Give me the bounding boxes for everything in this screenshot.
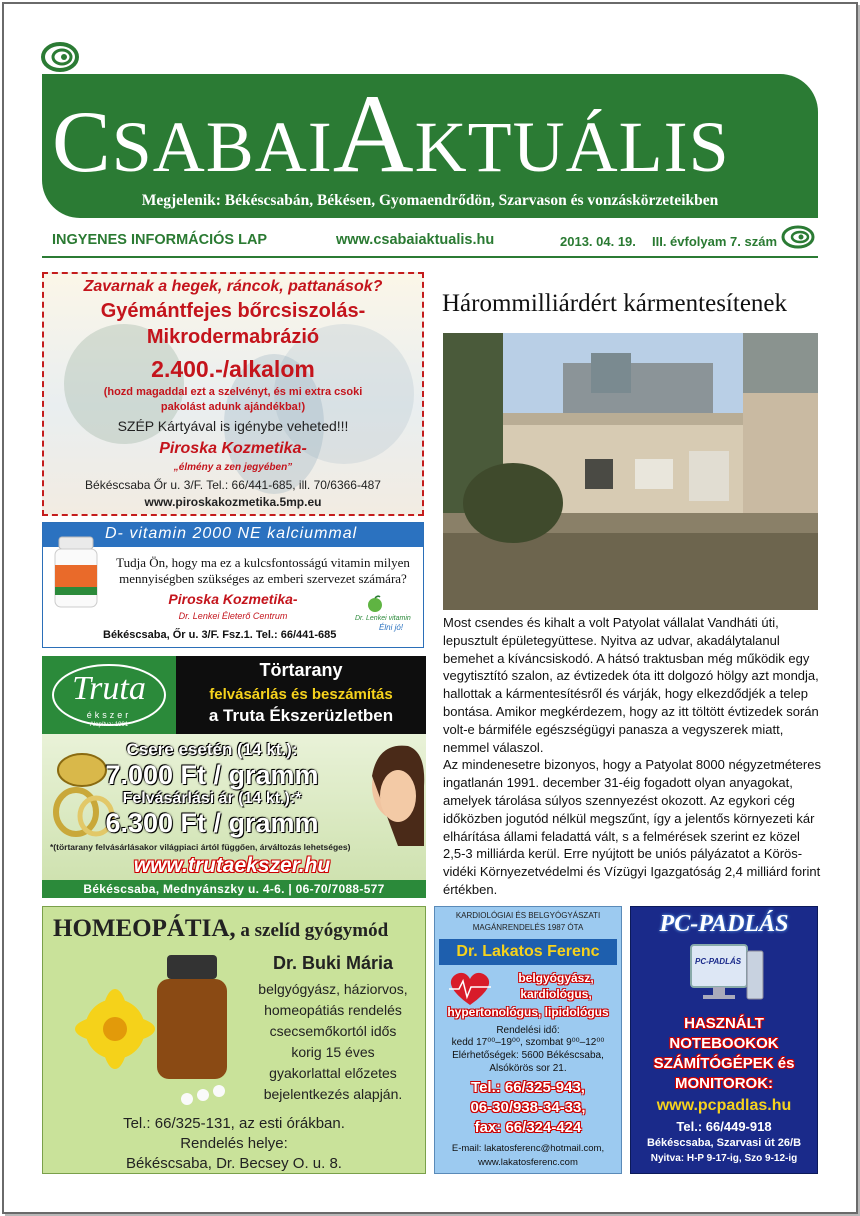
pc-tel: Tel.: 66/449-918 <box>676 1119 772 1134</box>
lakatos-email[interactable]: E-mail: lakatosferenc@hotmail.com, <box>451 1143 605 1154</box>
lakatos-spec1: belgyógyász, <box>518 971 594 985</box>
homeo-desc-2: homeopátiás rendelés <box>264 1002 402 1018</box>
truta-price1: 7.000 Ft / gramm <box>105 760 319 790</box>
article-paragraph-1: Most csendes és kihalt a volt Patyolat vállalat Vandháti úti, lepusztult épületegyüttese. Nyitva az udvar, akadálytalanul bemehet a kíváncsiskodó. A hátsó traktusban még működik egy vegytisztító szalon, az évtizedek óta itt dolgozó hölgy azt mondja, hallottak a kármentesítésről és várják, hogy elkezdődjék a telep bontása. Amikor megkérdezem, hogy az itt töltött évtizedek során volt-e bármiféle egészségügyi panasza a vegyszerek miatt, nemmel válaszol. <box>443 615 819 755</box>
newspaper-title <box>52 72 730 196</box>
ad-lakatos-ferenc[interactable] <box>434 906 622 1174</box>
vitamin-header: D- vitamin 2000 NE kalciummal <box>105 525 358 542</box>
vitamin-text1: Tudja Ön, hogy ma ez a kulcsfontosságú vitamin milyen <box>116 555 410 570</box>
homeo-description <box>243 979 423 1105</box>
title-initial-a: A <box>332 72 415 196</box>
title-rest-ktualis: KTUÁLIS <box>414 107 730 187</box>
pc-address: Békéscsaba, Szarvasi út 26/B <box>646 1137 802 1149</box>
lakatos-spec3: hypertonológus, lipidológus <box>447 1005 609 1019</box>
truta-logo: Truta <box>72 670 146 707</box>
truta-footnote: *(törtarany felvásárlásakor világpiaci ártól függően, árváltozás lehetséges) <box>50 842 351 852</box>
ad-piroska-kozmetika[interactable] <box>42 272 424 516</box>
truta-web[interactable]: www.trutaekszer.hu <box>133 854 331 877</box>
heart-icon <box>445 969 495 1009</box>
truta-head1: Törtarany <box>259 660 343 680</box>
ad-brand: Piroska Kozmetika- <box>159 440 307 457</box>
masthead-subline: Megjelenik: Békéscsabán, Békésen, Gyomaendrődön, Szarvason és vonzáskörzeteikben <box>141 192 719 209</box>
lakatos-head2: MAGÁNRENDELÉS 1987 ÓTA <box>472 923 584 932</box>
ad-address: Békéscsaba Őr u. 3/F. Tel.: 66/441-685, ill. 70/6366-487 <box>85 478 381 492</box>
ad-price: 2.400.-/alkalom <box>151 356 315 382</box>
vitamin-logo-line2: Élni jó! <box>379 623 404 632</box>
ad-pc-padlas[interactable] <box>630 906 818 1174</box>
ad-homeopatia[interactable] <box>42 906 426 1174</box>
homeo-phone: Tel.: 66/325-131, az esti órákban. <box>123 1115 345 1132</box>
article-photo <box>443 333 818 610</box>
building-photo-icon <box>443 333 818 610</box>
pc-line4: MONITOROK: <box>674 1075 774 1092</box>
ad-service-line1: Gyémántfejes bőrcsiszolás- <box>100 300 366 322</box>
truta-head2: felvásárlás és beszámítás <box>209 686 393 703</box>
pc-line2: NOTEBOOKOK <box>669 1035 779 1052</box>
vitamin-text2: mennyiségben szükséges az emberi szervezet számára? <box>119 571 407 586</box>
lakatos-head1: KARDIOLÓGIAI ÉS BELGYÓGYÁSZATI <box>455 911 601 920</box>
title-rest-sabai: SABAI <box>111 107 333 187</box>
truta-price2: 6.300 Ft / gramm <box>105 808 319 838</box>
article-paragraph-2: Az mindenesetre bizonyos, hogy a Patyolat 8000 négyzetméteres ingatlanán 1991. december 31-éig fogadott olyan anyagokat, amelyek tárolása súlyos szennyezést okozott. Az egykori cég időközben jogutód nélkül megszűnt, így a jelentős környezeti kár elhárítása állami feladattá vált, s a felmérések szerint ez közel 2,5-3 milliárda kerül. Erre nyújtott be uniós pályázatot a Körös-vidéki Környezetvédelmi és Vízügyi Igazgatóság 2,4 milliárd forint értékben. <box>443 757 821 897</box>
vitamin-address: Békéscsaba, Őr u. 3/F. Fsz.1. Tel.: 66/441-685 <box>103 629 337 641</box>
homeo-desc-6: bejelentkezés alapján. <box>263 1086 403 1102</box>
title-initial-c: C <box>52 94 112 191</box>
truta-logo-est: Alapítva: 1991 <box>89 722 129 728</box>
woman-portrait-icon <box>358 736 426 846</box>
lakatos-spec2: kardiológus, <box>520 987 592 1001</box>
homeo-title: HOMEOPÁTIA, <box>53 915 236 942</box>
ad-note1: (hozd magaddal ezt a szelvényt, és mi extra csoki <box>103 386 363 398</box>
computer-monitor-icon <box>687 941 767 1003</box>
homeo-doctor-name: Dr. Buki Mária <box>272 953 394 973</box>
vitamin-bottle-icon <box>49 535 103 609</box>
vitamin-logo-line1: Dr. Lenkei vitamin <box>355 615 411 622</box>
ad-headline: Zavarnak a hegek, ráncok, pattanások? <box>83 278 383 295</box>
vitamin-center: Dr. Lenkei Életerő Centrum <box>178 611 288 621</box>
header-rule <box>42 256 818 258</box>
lakatos-hours-label: Rendelési idő: <box>496 1025 560 1036</box>
homeo-desc-5: gyakorlattal előzetes <box>269 1065 397 1081</box>
lakatos-hours: kedd 17⁰⁰–19⁰⁰, szombat 9⁰⁰–12⁰⁰ <box>451 1037 605 1048</box>
pc-screen-label: PC-PADLÁS <box>695 957 742 966</box>
apple-logo-icon <box>365 595 385 613</box>
truta-line2: Felvásárlási ár (14 kt.):* <box>122 790 302 807</box>
vitamin-brand: Piroska Kozmetika- <box>168 591 298 607</box>
lakatos-tel: Tel.: 66/325-943, <box>471 1079 585 1096</box>
pc-title: PC-PADLÁS <box>659 911 789 937</box>
ad-service-line2: Mikrodermabrázió <box>146 326 320 348</box>
medicine-bottle-flower-icon <box>53 949 253 1109</box>
swirl-logo-icon <box>40 40 80 74</box>
ad-web[interactable]: www.piroskakozmetika.5mp.eu <box>144 495 322 509</box>
lakatos-contact: Elérhetőségek: 5600 Békéscsaba, <box>452 1050 604 1061</box>
homeo-place: Békéscsaba, Dr. Becsey O. u. 8. <box>126 1155 342 1172</box>
issue-number: III. évfolyam 7. szám <box>652 234 778 249</box>
lakatos-street: Alsókörös sor 21. <box>489 1063 567 1074</box>
homeo-desc-3: csecsemőkortól idős <box>269 1023 397 1039</box>
homeo-place-label: Rendelés helye: <box>180 1135 288 1152</box>
truta-line1: Csere esetén (14 kt.): <box>126 740 298 759</box>
homeo-title-rest: a szelíd gyógymód <box>235 920 389 941</box>
ad-truta-ekszer[interactable] <box>42 656 426 898</box>
issue-date: 2013. 04. 19. <box>560 234 636 249</box>
truta-head3: a Truta Ékszerüzletben <box>208 706 394 725</box>
homeo-title-row <box>53 915 388 943</box>
pc-line3: SZÁMÍTÓGÉPEK és <box>653 1055 795 1072</box>
website-link[interactable]: www.csabaiaktualis.hu <box>336 232 495 248</box>
truta-footer: Békéscsaba, Mednyánszky u. 4-6. | 06-70/7088-577 <box>83 882 385 896</box>
homeo-desc-1: belgyógyász, háziorvos, <box>258 981 408 997</box>
masthead <box>42 74 818 218</box>
article-title: Hárommilliárdért kármentesítenek <box>442 290 788 317</box>
swirl-small-icon <box>780 224 816 250</box>
lakatos-name: Dr. Lakatos Ferenc <box>456 943 600 960</box>
homeo-desc-4: korig 15 éves <box>291 1044 375 1060</box>
article-body <box>443 614 823 899</box>
lakatos-mobile: 06-30/938-34-33, <box>470 1099 586 1116</box>
pc-hours: Nyitva: H-P 9-17-ig, Szo 9-12-ig <box>650 1153 798 1164</box>
ad-slogan: „élmény a zen jegyében” <box>173 462 293 473</box>
lakatos-web[interactable]: www.lakatosferenc.com <box>478 1157 578 1168</box>
tagline: INGYENES INFORMÁCIÓS LAP <box>52 232 268 248</box>
ad-note2: pakolást adunk ajándékba!) <box>160 401 306 413</box>
lakatos-fax: fax: 66/324-424 <box>474 1119 582 1136</box>
ad-d-vitamin[interactable] <box>42 522 424 648</box>
truta-logo-sub: ékszer <box>86 710 132 720</box>
ad-szep-card: SZÉP Kártyával is igénybe veheted!!! <box>117 418 349 434</box>
pc-web[interactable]: www.pcpadlas.hu <box>656 1097 792 1114</box>
pc-line1: HASZNÁLT <box>684 1015 764 1032</box>
